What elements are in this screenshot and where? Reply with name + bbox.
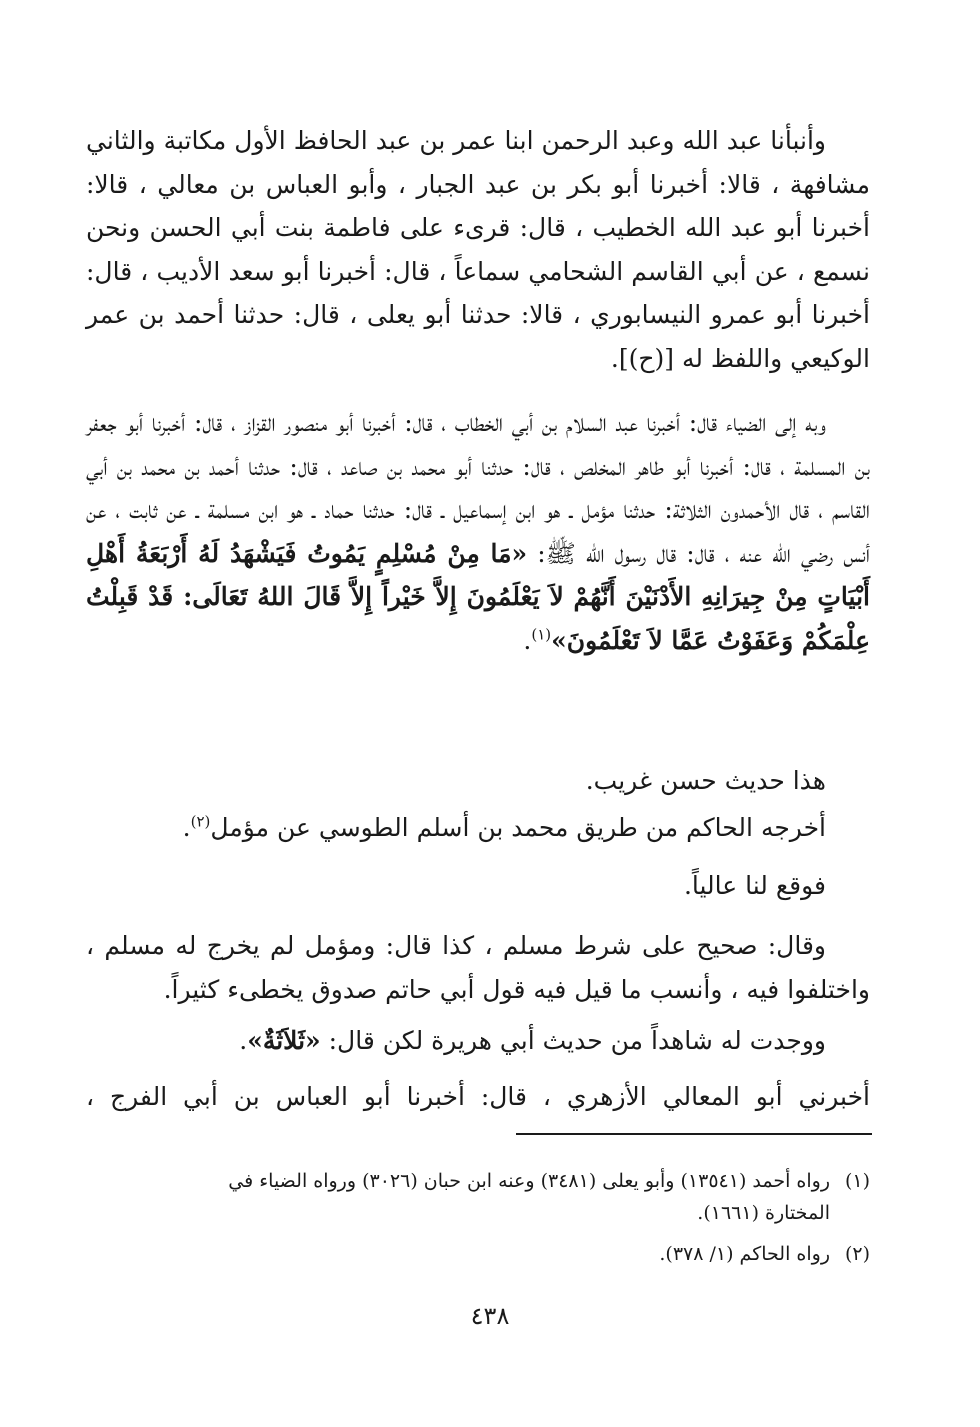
shahid-end-dot: . [239,1026,248,1055]
footnote-ref-2[interactable]: (٢) [190,812,211,831]
paragraph-shahid [86,1019,870,1063]
paragraph-hadith [86,401,870,662]
paragraph-critique: وقال: صحيح على شرط مسلم ، كذا قال: ومؤمل لم يخرج له مسلم ، واختلفوا فيه ، وأنسب ما قيل فيه قول أبي حاتم صدوق يخطىء كثيراً. [86,931,870,1004]
footnote-1-number: (١) [844,1170,870,1192]
paragraph-ali: فوقع لنا عالياً. [683,871,826,900]
footnote-1 [86,1165,870,1229]
paragraph-grading: هذا حديث حسن غريب. [585,766,826,795]
paragraph-isnad-1: وأنبأنا عبد الله وعبد الرحمن ابنا عمر بن عبد الحافظ الأول مكاتبة والثاني مشافهة ، قالا: أخبرنا أبو بكر بن عبد الجبار ، وأبو العباس بن معالي ، قالا: أخبرنا أبو عبد الله الخطيب ، قال: قرىء على فاطمة بنت أبي الحسن ونحن نسمع ، عن أبي القاسم الشحامي سماعاً ، قال: أخبرنا أبو سعد الأديب ، قال: أخبرنا أبو عمرو النيسابوري ، قالا: حدثنا أبو يعلى ، قال: حدثنا أحمد بن عمر الوكيعي واللفظ له [(ح)]. [86,126,870,373]
paragraph-isnad-2: أخبرني أبو المعالي الأزهري ، قال: أخبرنا أبو العباس بن أبي الفرج ، [86,1082,870,1111]
takhrij-end-dot: . [182,813,191,842]
hadith-isnad: وبه إلى الضياء قال: أخبرنا عبد السلام بن أبي الخطاب ، قال: أخبرنا أبو منصور القزاز ، قال: أخبرنا أبو جعفر بن المسلمة ، قال: أخبرنا أبو طاهر المخلص ، قال: حدثنا أبو محمد بن صاعد ، قال: حدثنا أحمد بن محمد بن أبي القاسم ، قال الأحمدون الثلاثة: حدثنا مؤمل ـ هو ابن إسماعيل ـ قال: حدثنا حماد ـ هو ابن مسلمة ـ عن ثابت ، عن أنس رضي الله عنه ، قال: قال رسول الله ﷺ: [86,408,870,568]
footnote-2 [86,1238,870,1270]
footnote-divider [516,1133,872,1135]
footnote-1-text: رواه أحمد (١٣٥٤١) وأبو يعلى (٣٤٨١) وعنه ابن حبان (٣٠٢٦) ورواه الضياء في [228,1170,830,1192]
shahid-quote: «ثَلاَثَةٌ» [247,1026,321,1055]
takhrij-text: أخرجه الحاكم من طريق محمد بن أسلم الطوسي عن مؤمل [210,813,826,842]
footnote-ref-1[interactable]: (١) [531,625,552,644]
footnote-2-number: (٢) [844,1243,870,1265]
shahid-text: ووجدت له شاهداً من حديث أبي هريرة لكن قال: [320,1026,826,1055]
hadith-matn: «مَا مِنْ مُسْلِمٍ يَمُوتُ فَيَشْهَدُ لَهُ أَرْبَعَةُ أَهْلِ أَبْيَاتٍ مِنْ جِيرَانِهِ الأَدْنَيْنَ أَنَّهُمْ لاَ يَعْلَمُونَ إِلاَّ خَيْراً إِلاَّ قَالَ اللهُ تَعَالَى: قَدْ قَبِلْتُ عِلْمَكُمْ وَعَفَوْتُ عَمَّا لاَ تَعْلَمُونَ» [86,538,870,655]
page-number: ٤٣٨ [470,1302,510,1330]
footnote-2-text: رواه الحاكم (١/ ٣٧٨). [659,1243,830,1265]
hadith-end-dot: . [523,625,532,655]
footnote-1-continuation: المختارة (١٦٦١). [697,1202,830,1224]
paragraph-takhrij [86,806,870,850]
